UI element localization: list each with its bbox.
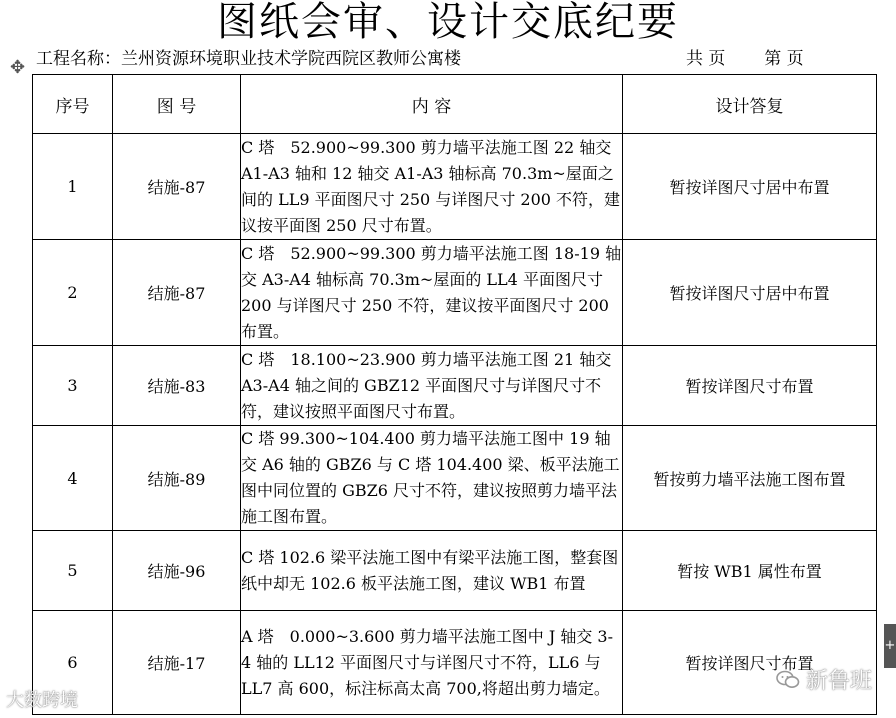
- wechat-icon: [776, 670, 800, 690]
- watermark-left: 大数跨境: [6, 690, 78, 711]
- review-table: [32, 74, 877, 715]
- watermark-right: [776, 664, 872, 695]
- cell-content: C 塔 52.900~99.300 剪力墙平法施工图 18-19 轴交 A3-A4 轴标高 70.3m~屋面的 LL4 平面图尺寸 200 与详图尺寸 250 不符，建议按平面图尺寸 200 布置。: [241, 240, 623, 346]
- cell-figure: 结施-87: [113, 240, 241, 346]
- cell-content: C 塔 99.300~104.400 剪力墙平法施工图中 19 轴交 A6 轴的 GBZ6 与 C 塔 104.400 梁、板平法施工图中同位置的 GBZ6 尺寸不符，建议按照剪力墙平法施工图布置。: [241, 426, 623, 531]
- page-count: [686, 46, 804, 72]
- cell-content: C 塔 18.100~23.900 剪力墙平法施工图 21 轴交 A3-A4 轴之间的 GBZ12 平面图尺寸与详图尺寸不符，建议按照平面图尺寸布置。: [241, 346, 623, 426]
- table-row: [33, 240, 877, 346]
- cell-reply: 暂按详图尺寸居中布置: [623, 240, 877, 346]
- table-row: [33, 611, 877, 715]
- header-no: 序号: [33, 75, 113, 134]
- total-pages: 共 页: [686, 49, 726, 69]
- cell-no: 4: [33, 426, 113, 531]
- cell-no: 3: [33, 346, 113, 426]
- header-reply: 设计答复: [623, 75, 877, 134]
- cell-reply: 暂按剪力墙平法施工图布置: [623, 426, 877, 531]
- cell-content: C 塔 52.900~99.300 剪力墙平法施工图 22 轴交 A1-A3 轴和 12 轴交 A1-A3 轴标高 70.3m~屋面之间的 LL9 平面图尺寸 250 与详图尺寸 200 不符，建议按平面图 250 尺寸布置。: [241, 134, 623, 240]
- cell-content: C 塔 102.6 梁平法施工图中有梁平法施工图，整套图纸中却无 102.6 板平法施工图，建议 WB1 布置: [241, 531, 623, 611]
- cell-reply: 暂按详图尺寸布置: [623, 346, 877, 426]
- cell-figure: 结施-87: [113, 134, 241, 240]
- cell-no: 2: [33, 240, 113, 346]
- cell-content: A 塔 0.000~3.600 剪力墙平法施工图中 J 轴交 3-4 轴的 LL12 平面图尺寸与详图尺寸不符，LL6 与 LL7 高 600，标注标高太高 700,将超出剪力墙定。: [241, 611, 623, 715]
- cell-figure: 结施-17: [113, 611, 241, 715]
- cell-reply: 暂按详图尺寸布置: [623, 611, 877, 715]
- page-number: 第 页: [764, 49, 804, 69]
- cell-no: 6: [33, 611, 113, 715]
- cell-figure: 结施-83: [113, 346, 241, 426]
- header-content: 内 容: [241, 75, 623, 134]
- table-row: [33, 531, 877, 611]
- table-row: [33, 426, 877, 531]
- cell-no: 1: [33, 134, 113, 240]
- table-row: [33, 134, 877, 240]
- table-header-row: [33, 75, 877, 134]
- cell-reply: 暂按 WB1 属性布置: [623, 531, 877, 611]
- watermark-right-text: 新鲁班: [805, 669, 872, 694]
- cell-figure: 结施-96: [113, 531, 241, 611]
- side-expand-tab[interactable]: +: [884, 624, 896, 668]
- table-row: [33, 346, 877, 426]
- cell-figure: 结施-89: [113, 426, 241, 531]
- page-title: 图纸会审、设计交底纪要: [217, 0, 679, 45]
- project-line: [36, 46, 856, 72]
- header-figure: 图 号: [113, 75, 241, 134]
- project-name: 工程名称：兰州资源环境职业技术学院西院区教师公寓楼: [36, 49, 461, 69]
- move-handle-icon[interactable]: [10, 57, 32, 79]
- cell-reply: 暂按详图尺寸居中布置: [623, 134, 877, 240]
- cell-no: 5: [33, 531, 113, 611]
